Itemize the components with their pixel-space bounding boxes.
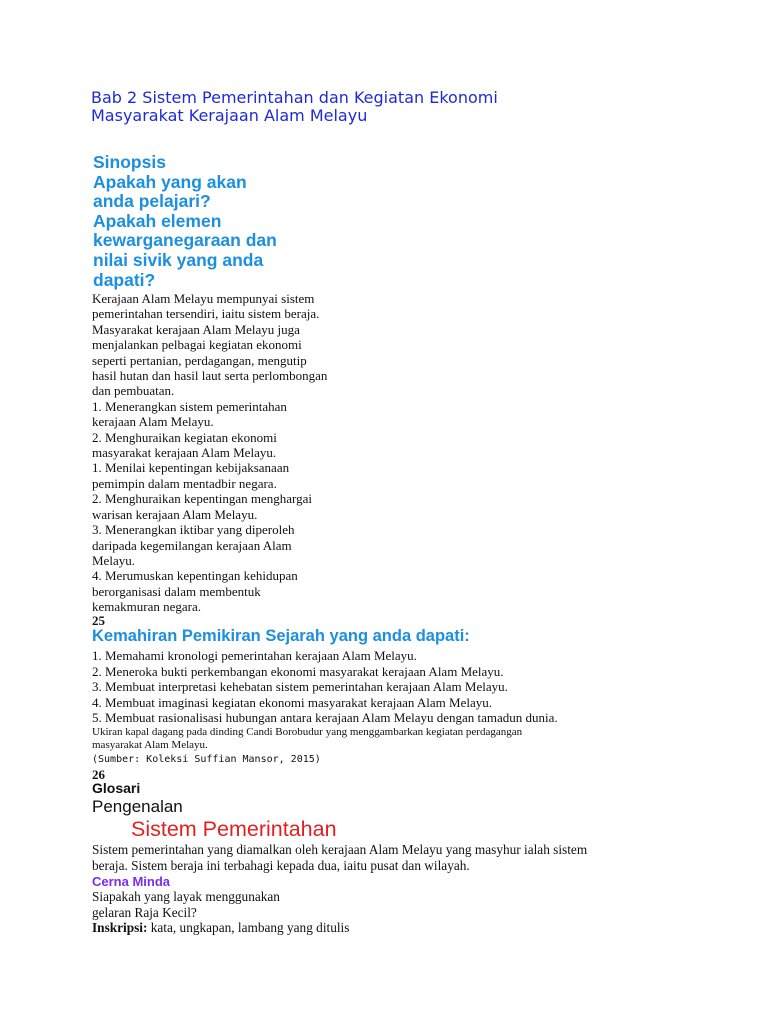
text-line: pemimpin dalam mentadbir negara.: [92, 475, 277, 491]
text-line: menjalankan pelbagai kegiatan ekonomi: [92, 337, 302, 353]
list-item: 4. Membuat imaginasi kegiatan ekonomi masyarakat kerajaan Alam Melayu.: [92, 694, 492, 710]
sistem-pemerintahan-heading: Sistem Pemerintahan: [131, 817, 337, 841]
page-number: 26: [92, 767, 105, 782]
sinopsis-line: nilai sivik yang anda: [93, 249, 264, 270]
text-line: hasil hutan dan hasil laut serta perlombongan: [92, 368, 328, 384]
text-line: Kerajaan Alam Melayu mempunyai sistem: [92, 291, 315, 306]
text-line: Masyarakat kerajaan Alam Melayu juga: [92, 321, 300, 337]
sinopsis-line: Apakah yang akan: [93, 171, 247, 192]
caption-line: masyarakat Alam Melayu.: [92, 739, 208, 751]
inskripsi-text: kata, ungkapan, lambang yang ditulis: [147, 920, 350, 935]
text-line: 3. Menerangkan iktibar yang diperoleh: [92, 522, 295, 538]
text-line: daripada kegemilangan kerajaan Alam: [92, 537, 292, 553]
text-line: kerajaan Alam Melayu.: [92, 414, 214, 430]
text-line: Siapakah yang layak menggunakan: [92, 889, 280, 904]
text-line: pemerintahan tersendiri, iaitu sistem beraja.: [92, 306, 320, 322]
kemahiran-list: [92, 648, 558, 726]
glosari-heading: Glosari: [92, 780, 141, 796]
caption-source: (Sumber: Koleksi Suffian Mansor, 2015): [92, 754, 321, 765]
inskripsi-term: Inskripsi:: [92, 920, 148, 935]
sinopsis-line: dapati?: [93, 269, 156, 290]
sinopsis-line: Apakah elemen: [93, 210, 222, 231]
text-line: 1. Menilai kepentingan kebijaksanaan: [92, 460, 290, 476]
list-item: 1. Memahami kronologi pemerintahan kerajaan Alam Melayu.: [92, 648, 417, 663]
text-line: 4. Merumuskan kepentingan kehidupan: [92, 568, 298, 584]
text-line: warisan kerajaan Alam Melayu.: [92, 506, 258, 522]
pengenalan-heading: Pengenalan: [92, 797, 183, 816]
cerna-minda-question: [92, 889, 280, 921]
text-line: 2. Menghuraikan kegiatan ekonomi: [92, 429, 277, 445]
text-line: kemakmuran negara.: [92, 599, 202, 615]
text-line: Sistem pemerintahan yang diamalkan oleh kerajaan Alam Melayu yang masyhur ialah sistem: [92, 842, 588, 857]
inskripsi-definition: [92, 920, 349, 936]
text-line: beraja. Sistem beraja ini terbahagi kepada dua, iaitu pusat dan wilayah.: [92, 858, 470, 873]
text-line: dan pembuatan.: [92, 383, 175, 399]
text-line: masyarakat kerajaan Alam Melayu.: [92, 445, 277, 461]
cerna-minda-heading: Cerna Minda: [92, 874, 171, 889]
text-line: 1. Menerangkan sistem pemerintahan: [92, 398, 287, 414]
sinopsis-block: [93, 153, 277, 290]
image-caption: [92, 726, 522, 752]
text-line: gelaran Raja Kecil?: [92, 905, 197, 920]
kemahiran-heading: Kemahiran Pemikiran Sejarah yang anda dapati:: [92, 627, 470, 645]
sinopsis-line: kewarganegaraan dan: [93, 230, 277, 251]
caption-line: Ukiran kapal dagang pada dinding Candi Borobudur yang menggambarkan kegiatan perdagangan: [92, 726, 523, 738]
page-number: 25: [92, 613, 105, 628]
sinopsis-heading: Sinopsis: [93, 152, 166, 172]
intro-text-block: [92, 291, 327, 615]
list-item: 5. Membuat rasionalisasi hubungan antara kerajaan Alam Melayu dengan tamadun dunia.: [92, 710, 558, 725]
sistem-paragraph: [92, 842, 587, 874]
list-item: 3. Membuat interpretasi kehebatan sistem pemerintahan kerajaan Alam Melayu.: [92, 679, 508, 694]
text-line: seperti pertanian, perdagangan, mengutip: [92, 352, 307, 368]
text-line: Melayu.: [92, 552, 135, 568]
chapter-title-line-1: Bab 2 Sistem Pemerintahan dan Kegiatan Ekonomi: [91, 88, 498, 107]
text-line: berorganisasi dalam membentuk: [92, 583, 261, 599]
chapter-title-line-2: Masyarakat Kerajaan Alam Melayu: [91, 106, 368, 125]
sinopsis-line: anda pelajari?: [93, 191, 211, 212]
list-item: 2. Meneroka bukti perkembangan ekonomi masyarakat kerajaan Alam Melayu.: [92, 663, 504, 679]
text-line: 2. Menghuraikan kepentingan menghargai: [92, 491, 312, 507]
